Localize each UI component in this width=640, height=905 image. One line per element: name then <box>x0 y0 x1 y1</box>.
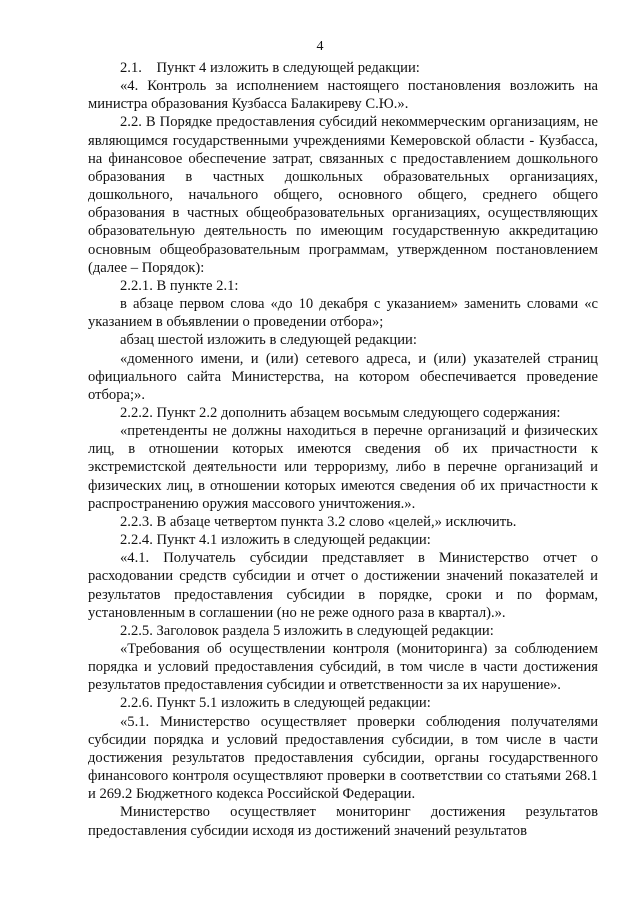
paragraph-2-2-4: 2.2.4. Пункт 4.1 изложить в следующей редакции: <box>120 532 431 549</box>
paragraph-4-1-clause: «4.1. Получатель субсидии представляет в Министерство отчет о расходовании средств субсидии и отчет о достижении значений показателей и результатов предоставления субсидии в порядке, сроки и по формам, установленным в соглашении (но не реже одного раза в квартал).». <box>88 550 598 621</box>
paragraph-2-2-2: 2.2.2. Пункт 2.2 дополнить абзацем восьмым следующего содержания: <box>120 404 561 421</box>
paragraph-5-1-clause: «5.1. Министерство осуществляет проверки соблюдения получателями субсидии порядка и условий предоставления субсидии, в том числе в части достижения результатов предоставления субсидии, органы государственного финансового контроля осуществляют проверки в соответствии со статьями 268.1 и 269.2 Бюджетного кодекса Российской Федерации. <box>88 713 598 803</box>
paragraph-2-2-1: 2.2.1. В пункте 2.1: <box>120 277 239 294</box>
paragraph-2-2-5: 2.2.5. Заголовок раздела 5 изложить в следующей редакции: <box>120 622 494 639</box>
paragraph-2-1: 2.1. Пункт 4 изложить в следующей редакции: <box>120 60 420 76</box>
paragraph-section-5-title: «Требования об осуществлении контроля (мониторинга) за соблюдением порядка и условий предоставления субсидий, в том числе в части достижения результатов предоставления субсидии и ответственности за их нарушение». <box>88 641 598 694</box>
paragraph-first-abzac: в абзаце первом слова «до 10 декабря с указанием» заменить словами «с указанием в объявлении о проведении отбора»; <box>88 296 598 331</box>
paragraph-2-2: 2.2. В Порядке предоставления субсидий некоммерческим организациям, не являющимся государственными учреждениями Кемеровской области - Кузбасса, на финансовое обеспечение затрат, связанных с предоставлением дошкольного образования в частных дошкольных образовательных организациях, дошкольного, начального общего, основного общего, среднего общего образования в частных общеобразовательных организациях, осуществляющих образовательную деятельность по имеющим государственную аккредитацию основным общеобразовательным программам, утвержденном постановлением (далее – Порядок): <box>88 114 598 276</box>
paragraph-2-2-6: 2.2.6. Пункт 5.1 изложить в следующей редакции: <box>120 695 431 712</box>
paragraph-sixth-abzac: абзац шестой изложить в следующей редакции: <box>120 332 417 349</box>
paragraph-monitoring: Министерство осуществляет мониторинг достижения результатов предоставления субсидии исходя из достижений значений результатов <box>88 804 598 839</box>
paragraph-domain-clause: «доменного имени, и (или) сетевого адреса, и (или) указателей страниц официального сайта Министерства, на котором обеспечивается проведение отбора;». <box>88 350 598 403</box>
paragraph-2-2-3: 2.2.3. В абзаце четвертом пункта 3.2 слово «целей,» исключить. <box>120 513 517 530</box>
paragraph-applicants-clause: «претенденты не должны находиться в перечне организаций и физических лиц, в отношении которых имеются сведения об их причастности к экстремистской деятельности или терроризму, либо в перечне организаций и физических лиц, в отношении которых имеются сведения об их причастности к распространению оружия массового уничтожения.». <box>88 423 598 512</box>
page-number: 4 <box>316 39 324 54</box>
paragraph-control-clause: «4. Контроль за исполнением настоящего постановления возложить на министра образования Кузбасса Балакиреву С.Ю.». <box>88 78 598 113</box>
document-body <box>88 59 598 840</box>
